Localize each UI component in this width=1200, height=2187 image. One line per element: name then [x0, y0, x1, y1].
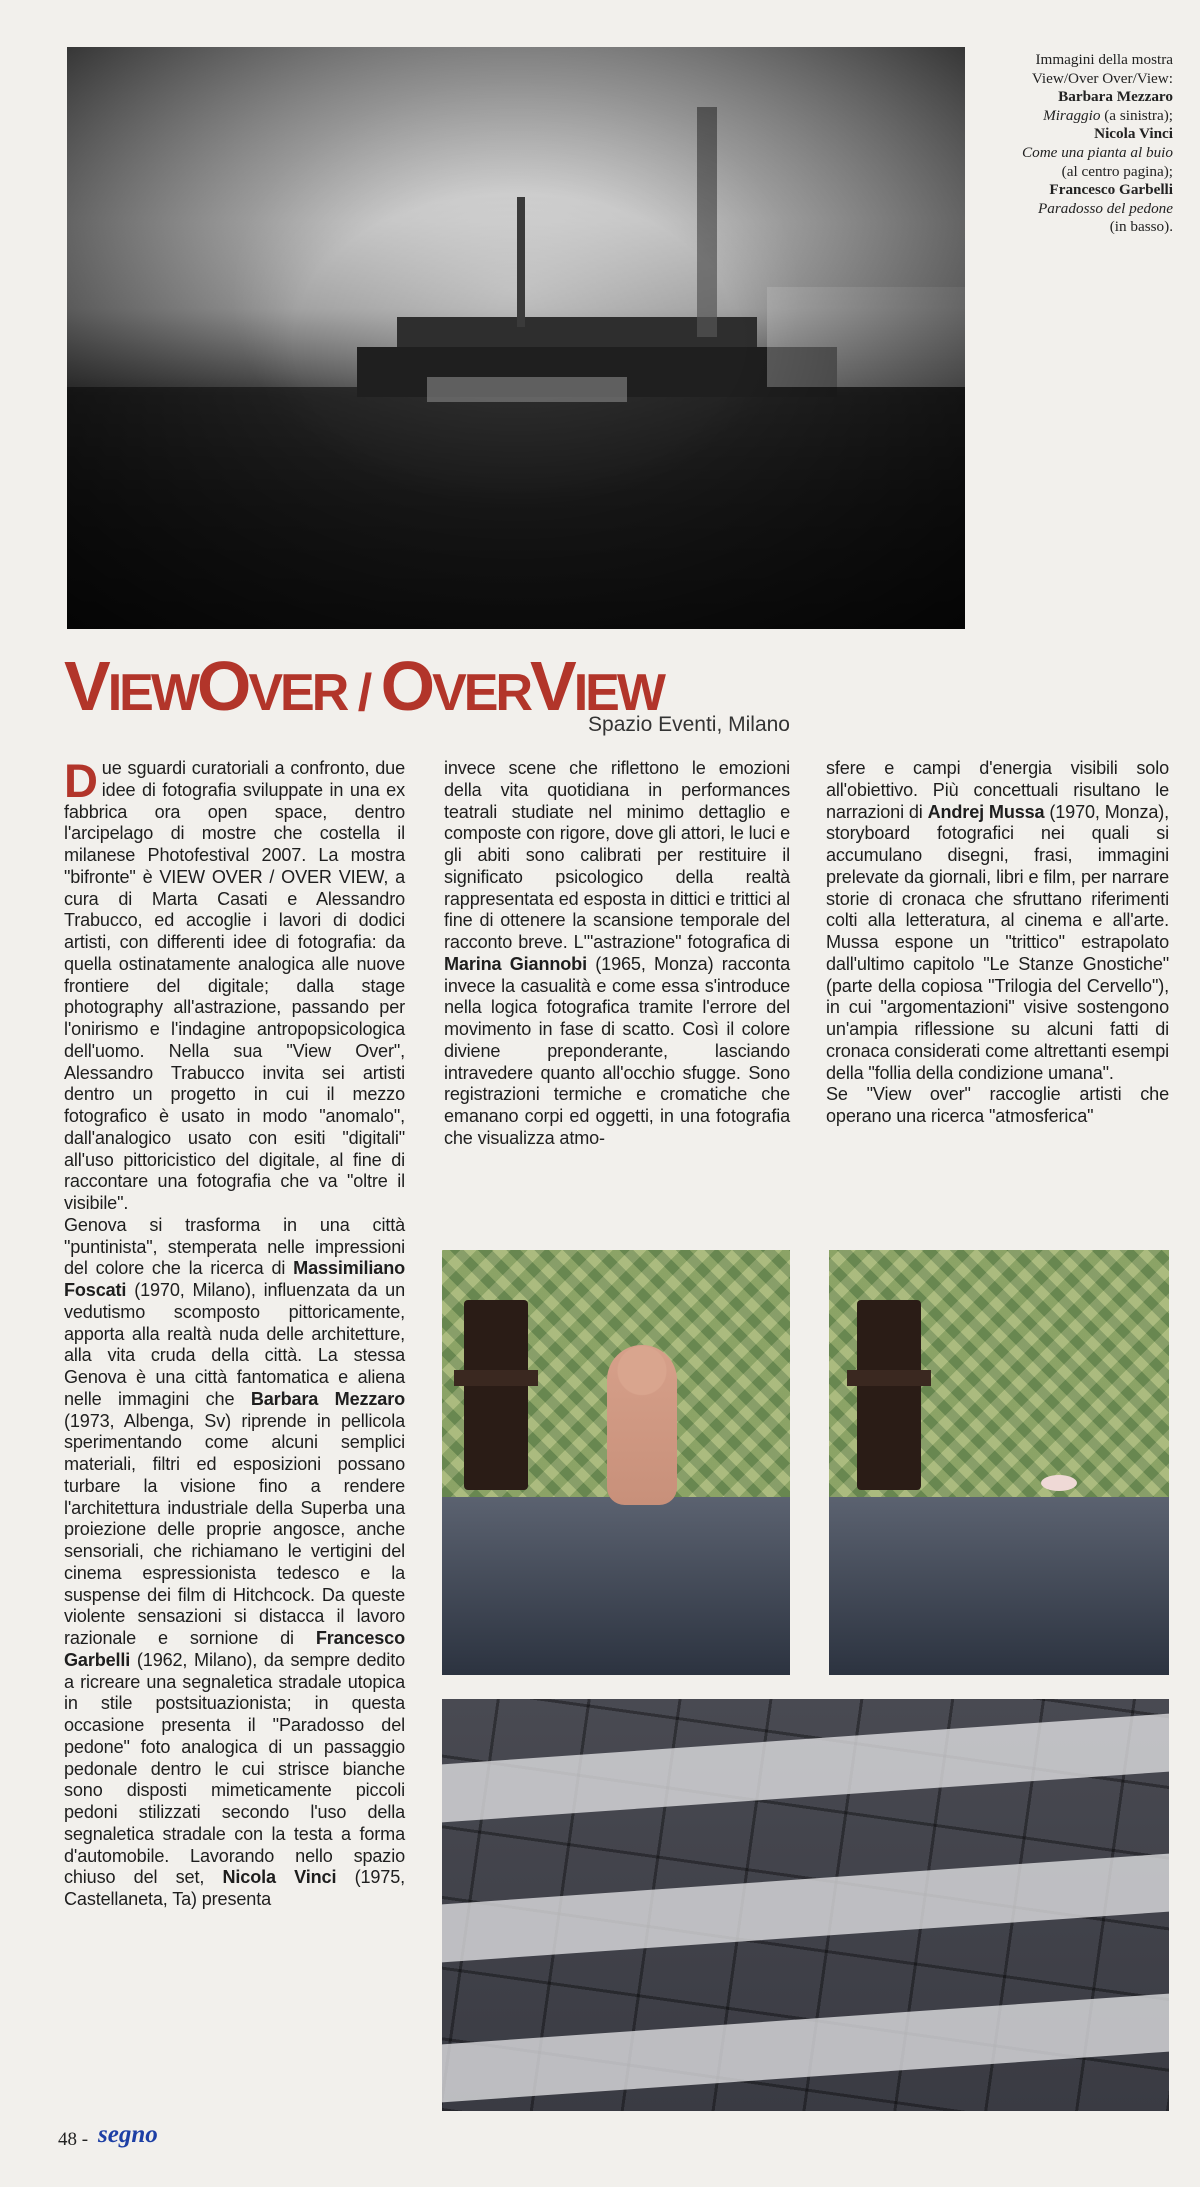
- chair: [464, 1300, 528, 1490]
- crosswalk-stripe: [442, 1854, 1169, 1963]
- text-column-2: invece scene che riflettono le emozioni della vita quotidiana in performances teatrali studiate nel minimo dettaglio e composte con rigore, dove gli attori, le luci e gli abiti sono calibrati per restituire il significato psicologico della realtà rappresentata ed esposta in dittici e trittici al fine di ottenere la scansione temporale del racconto breve. L'"astrazione" fotografica di Marina Giannobi (1965, Monza) racconta invece la casualità e come essa s'introduce nella logica fotografica tramite l'errore del movimento in fase di scatto. Così il colore diviene preponderante, lasciando intravedere quanto all'occhio sfugge. Sono registrazioni termiche e cromatiche che emanano corpi ed oggetti, in una fotografia che visualizza atmo-: [444, 758, 791, 1148]
- crosswalk-stripe: [442, 1994, 1169, 2103]
- article-title: VIEWOVER / OVERVIEW: [64, 647, 663, 725]
- article-subtitle: Spazio Eventi, Milano: [588, 713, 790, 736]
- caption-work: Miraggio: [1043, 106, 1101, 124]
- artist-name: Marina Giannobi: [444, 953, 587, 974]
- photo-empty-chair: [829, 1250, 1169, 1675]
- caption-position: (in basso).: [1109, 218, 1173, 236]
- text-column-3: sfere e campi d'energia visibili solo all'obiettivo. Più concettuali risultano le narrazioni di Andrej Mussa (1970, Monza), storyboard fotografici nei quali si accumulano disegni, frasi, immagini prelevate da giornali, libri e film, per narrare storie di cronaca che sfruttano riferimenti colti alla letteratura, al cinema e all'arte. Mussa espone un "trittico" estrapolato dall'ultimo capitolo "Le Stanze Gnostiche" (parte della copiosa "Trilogia del Cervello"), in cui "argomentazioni" visive sostengono un'ampia riflessione su alcuni fatti di cronaca considerati come altrettanti esempi della "follia della condizione umana". Se "View over" raccoglie artisti che operano una ricerca "atmosferica": [826, 758, 1170, 1126]
- photo-industrial-landscape: [67, 47, 965, 629]
- artist-name: Barbara Mezzaro: [250, 1388, 405, 1409]
- caption-position: (al centro pagina);: [1061, 162, 1173, 180]
- magazine-logo: segno: [98, 2121, 158, 2148]
- artist-name: Andrej Mussa: [927, 801, 1045, 822]
- seated-girl: [607, 1345, 677, 1505]
- floor: [829, 1497, 1169, 1676]
- artist-name: Massimiliano Foscati: [64, 1258, 405, 1300]
- drop-cap: D: [64, 754, 98, 807]
- caption-artist: Nicola Vinci: [1094, 125, 1173, 143]
- photo-vignette: [67, 47, 965, 629]
- text-column-1: Due sguardi curatoriali a confronto, due idee di fotografia sviluppate in una ex fabbrica ora open space, dentro l'arcipelago di mostre che costella il milanese Photofestival 2007. La mostra "bifronte" è VIEW OVER / OVER VIEW, a cura di Marta Casati e Alessandro Trabucco, ed accoglie i lavori di dodici artisti, con differenti idee di fotografia: da quella ostinatamente analogica alle nuove frontiere del digitale; dalla stage photography all'astrazione, passando per l'onirismo e l'indagine antropopsicologica dell'uomo. Nella sua "View Over", Alessandro Trabucco invita sei artisti dentro un progetto in cui il mezzo fotografico è usato in modo "anomalo", dall'analogico usato con esiti "digitali" all'uso pittoricistico del digitale, al fine di raccontare una fotografia che va "oltre il visibile". Genova si trasforma in una città "puntinista", stemperata nelle impressioni del colore che la ricerca di Massimiliano Foscati (1970, Milano), influenzata da un vedutismo scomposto pittoricamente, apporta alla realtà nuda delle architetture, alla vita cruda della città. La stessa Genova è una città fantomatica e aliena nelle immagini che Barbara Mezzaro (1973, Albenga, Sv) riprende in pellicola sperimentando come alcuni semplici materiali, filtri ed esposizioni possano turbare la visione fino a rendere l'architettura industriale della Superba una proiezione delle proprie angosce, anche sensoriali, che richiamano le vertigini del cinema espressionista tedesco e la suspense dei film di Hitchcock. Da queste violente sensazioni si distacca il lavoro razionale e sornione di Francesco Garbelli (1962, Milano), da sempre dedito a ricreare una segnaletica stradale utopica in stile postsituazionista; in questa occasione presenta il "Paradosso del pedone" foto analogica di un passaggio pedonale dentro le cui strisce bianche sono disposti mimeticamente piccoli pedoni stilizzati secondo l'uso della segnaletica stradale con la testa a forma d'automobile. Lavorando nello spazio chiuso del set, Nicola Vinci (1975, Castellaneta, Ta) presenta: [64, 754, 406, 1909]
- artist-name: Francesco Garbelli: [64, 1628, 405, 1670]
- chair: [857, 1300, 921, 1490]
- caption-artist: Barbara Mezzaro: [1058, 88, 1173, 106]
- caption-line: View/Over Over/View:: [1031, 69, 1173, 87]
- floor: [442, 1497, 790, 1676]
- photo-caption: [968, 51, 1173, 237]
- caption-work: Come una pianta al buio: [1021, 143, 1173, 161]
- caption-work: Paradosso del pedone: [1038, 199, 1173, 217]
- flower: [1041, 1475, 1077, 1491]
- caption-artist: Francesco Garbelli: [1049, 181, 1173, 199]
- photo-pedestrian-crossing: [442, 1699, 1169, 2111]
- photo-girl-with-chair: [442, 1250, 790, 1675]
- caption-line: Immagini della mostra: [1035, 51, 1173, 68]
- artist-name: Nicola Vinci: [222, 1867, 337, 1888]
- page-number: 48 -: [58, 2129, 89, 2150]
- crosswalk-stripe: [442, 1714, 1169, 1823]
- caption-position: (a sinistra);: [1100, 106, 1173, 124]
